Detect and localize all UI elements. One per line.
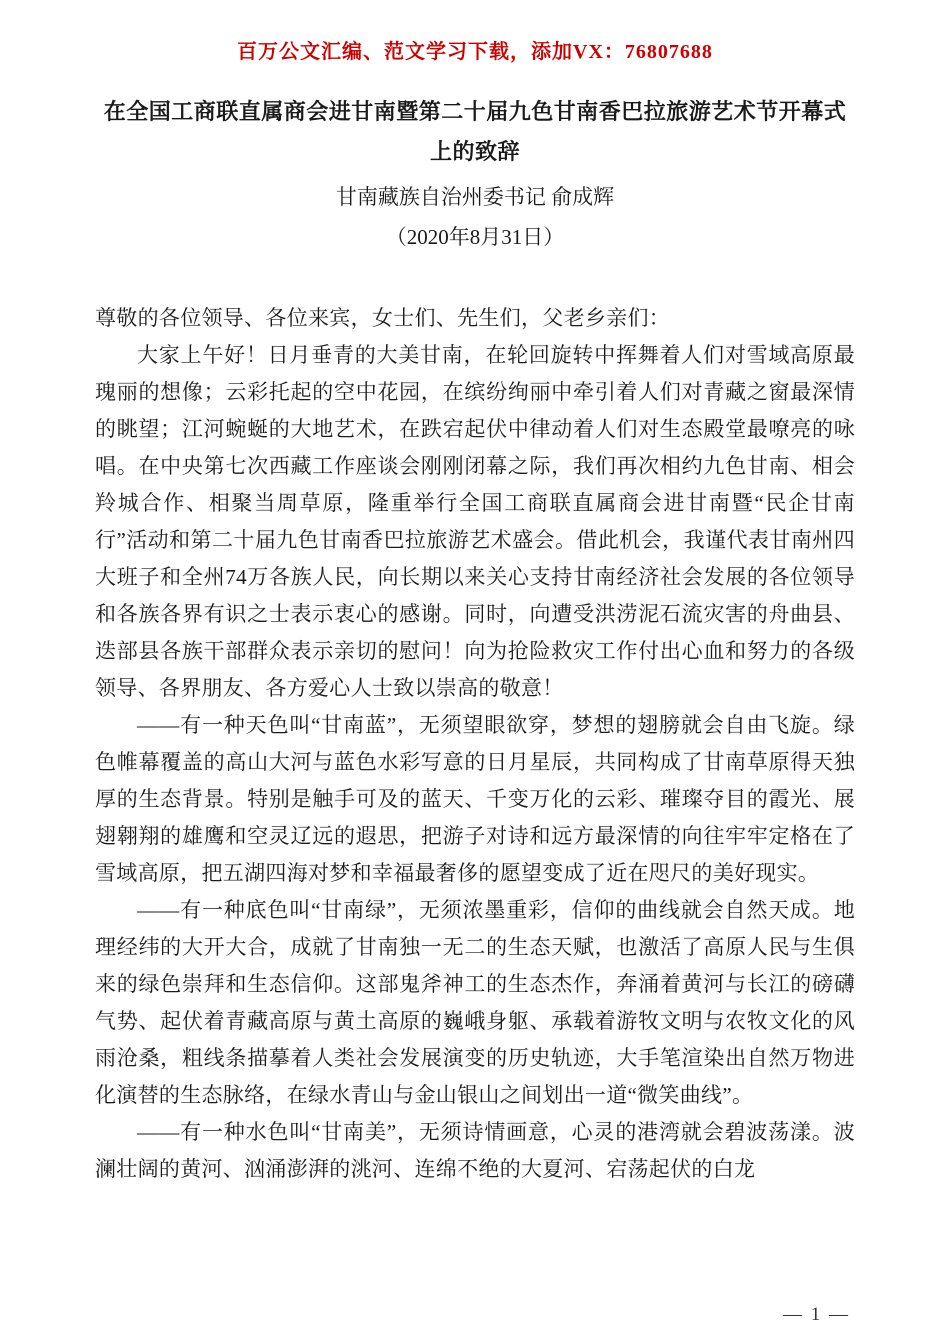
paragraph-2: ——有一种天色叫“甘南蓝”，无须望眼欲穿，梦想的翅膀就会自由飞旋。绿色帷幕覆盖的高山大河与蓝色水彩写意的日月星辰，共同构成了甘南草原得天独厚的生态背景。特别是触手可及的蓝天、千变万化的云彩、璀璨夺目的霞光、展翅翱翔的雄鹰和空灵辽远的遐思，把游子对诗和远方最深情的向往牢牢定格在了雪域高原，把五湖四海对梦和幸福最奢侈的愿望变成了近在咫尺的美好现实。 xyxy=(95,713,855,885)
document-date: （2020年8月31日） xyxy=(385,225,565,249)
paragraph-3: ——有一种底色叫“甘南绿”，无须浓墨重彩，信仰的曲线就会自然天成。地理经纬的大开大合，成就了甘南独一无二的生态天赋，也激活了高原人民与生俱来的绿色崇拜和生态信仰。这部鬼斧神工的生态杰作，奔涌着黄河与长江的磅礴气势、起伏着青藏高原与黄土高原的巍峨身躯、承载着游牧文明与农牧文化的风雨沧桑，粗线条描摹着人类社会发展演变的历史轨迹，大手笔渲染出自然万物进化演替的生态脉络，在绿水青山与金山银山之间划出一道“微笑曲线”。 xyxy=(95,898,855,1107)
document-author: 甘南藏族自治州委书记 俞成辉 xyxy=(335,185,615,209)
page-number: — 1 — xyxy=(783,1304,850,1325)
header-notice: 百万公文汇编、范文学习下载，添加VX：76807688 xyxy=(237,41,713,63)
paragraph-4: ——有一种水色叫“甘南美”，无须诗情画意，心灵的港湾就会碧波荡漾。波澜壮阔的黄河、汹涌澎湃的洮河、连绵不绝的大夏河、宕荡起伏的白龙 xyxy=(95,1120,855,1181)
document-body xyxy=(95,300,855,1188)
paragraph-1: 大家上午好！日月垂青的大美甘南，在轮回旋转中挥舞着人们对雪域高原最瑰丽的想像；云彩托起的空中花园，在缤纷绚丽中牵引着人们对青藏之窗最深情的眺望；江河蜿蜒的大地艺术，在跌宕起伏中律动着人们对生态殿堂最嘹亮的咏唱。在中央第七次西藏工作座谈会刚刚闭幕之际，我们再次相约九色甘南、相会羚城合作、相聚当周草原，隆重举行全国工商联直属商会进甘南暨“民企甘南行”活动和第二十届九色甘南香巴拉旅游艺术盛会。借此机会，我谨代表甘南州四大班子和全州74万各族人民，向长期以来关心支持甘南经济社会发展的各位领导和各族各界有识之士表示衷心的感谢。同时，向遭受洪涝泥石流灾害的舟曲县、迭部县各族干部群众表示亲切的慰问！向为抢险救灾工作付出心血和努力的各级领导、各界朋友、各方爱心人士致以崇高的敬意！ xyxy=(95,343,855,700)
salutation: 尊敬的各位领导、各位来宾，女士们、先生们，父老乡亲们： xyxy=(95,306,671,330)
document-title: 在全国工商联直属商会进甘南暨第二十届九色甘南香巴拉旅游艺术节开幕式上的致辞 xyxy=(103,99,847,164)
